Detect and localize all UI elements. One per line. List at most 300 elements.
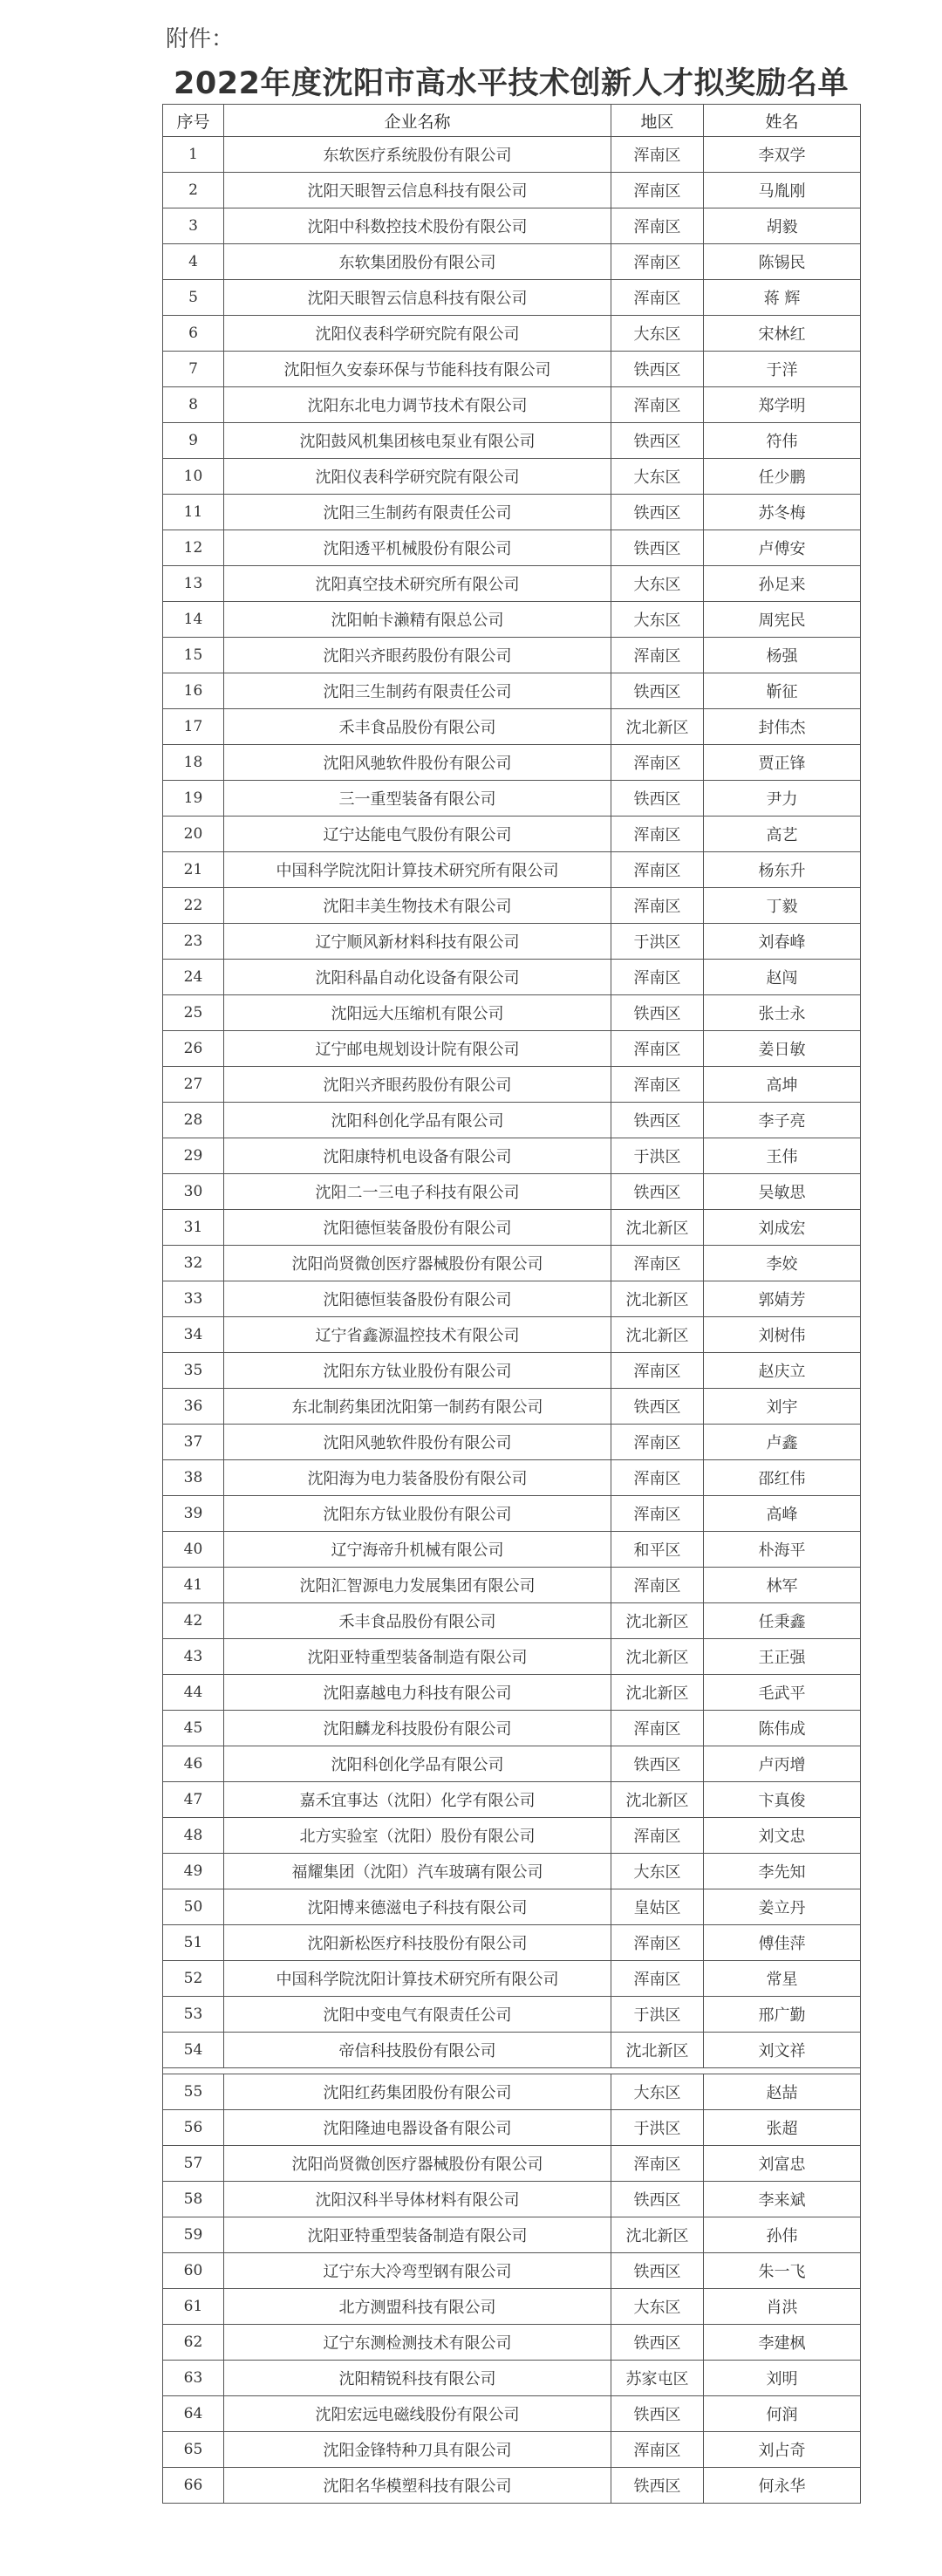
cell-district: 浑南区 [611,888,704,924]
cell-name: 孙伟 [704,2217,861,2253]
cell-company: 沈阳博来德滋电子科技有限公司 [224,1889,611,1925]
cell-name: 刘成宏 [704,1210,861,1246]
cell-no: 46 [163,1746,224,1782]
cell-district: 大东区 [611,602,704,638]
cell-no: 20 [163,817,224,852]
cell-name: 蒋 辉 [704,280,861,316]
cell-district: 沈北新区 [611,1210,704,1246]
cell-name: 任秉鑫 [704,1603,861,1639]
cell-name: 赵庆立 [704,1353,861,1389]
cell-name: 杨东升 [704,852,861,888]
cell-company: 沈阳德恒装备股份有限公司 [224,1281,611,1317]
cell-name: 刘文忠 [704,1818,861,1854]
cell-name: 刘宇 [704,1389,861,1425]
table-row [163,1281,861,1317]
cell-district: 浑南区 [611,960,704,995]
table-row [163,566,861,602]
table-row [163,530,861,566]
cell-name: 刘明 [704,2361,861,2396]
table-row [163,709,861,745]
cell-company: 辽宁东测检测技术有限公司 [224,2325,611,2361]
cell-company: 沈阳天眼智云信息科技有限公司 [224,280,611,316]
table-row [163,1138,861,1174]
cell-company: 东软集团股份有限公司 [224,244,611,280]
table-row [163,2146,861,2182]
cell-company: 辽宁东大冷弯型钢有限公司 [224,2253,611,2289]
cell-no: 49 [163,1854,224,1889]
table-row [163,2253,861,2289]
cell-company: 北方实验室（沈阳）股份有限公司 [224,1818,611,1854]
cell-name: 赵喆 [704,2074,861,2110]
cell-company: 辽宁邮电规划设计院有限公司 [224,1031,611,1067]
cell-district: 铁西区 [611,1103,704,1138]
cell-district: 浑南区 [611,1818,704,1854]
cell-no: 5 [163,280,224,316]
table-row [163,1210,861,1246]
cell-company: 沈阳风驰软件股份有限公司 [224,745,611,781]
cell-company: 沈阳名华模塑科技有限公司 [224,2468,611,2504]
cell-company: 三一重型装备有限公司 [224,781,611,817]
cell-district: 浑南区 [611,638,704,673]
cell-no: 30 [163,1174,224,1210]
table-row [163,1603,861,1639]
cell-district: 浑南区 [611,852,704,888]
cell-name: 毛武平 [704,1675,861,1711]
cell-district: 浑南区 [611,1031,704,1067]
cell-district: 于洪区 [611,924,704,960]
cell-district: 沈北新区 [611,2217,704,2253]
cell-district: 沈北新区 [611,1317,704,1353]
cell-name: 刘富忠 [704,2146,861,2182]
cell-company: 沈阳东方钛业股份有限公司 [224,1496,611,1532]
cell-district: 浑南区 [611,817,704,852]
cell-no: 40 [163,1532,224,1568]
cell-company: 沈阳汇智源电力发展集团有限公司 [224,1568,611,1603]
cell-district: 沈北新区 [611,1281,704,1317]
cell-no: 27 [163,1067,224,1103]
table-row [163,2289,861,2325]
cell-no: 52 [163,1961,224,1997]
cell-no: 37 [163,1425,224,1460]
cell-district: 沈北新区 [611,1603,704,1639]
cell-name: 傅佳萍 [704,1925,861,1961]
cell-name: 李先知 [704,1854,861,1889]
cell-district: 皇姑区 [611,1889,704,1925]
cell-company: 沈阳帕卡濑精有限总公司 [224,602,611,638]
cell-district: 沈北新区 [611,1782,704,1818]
cell-no: 14 [163,602,224,638]
cell-name: 刘树伟 [704,1317,861,1353]
table-row [163,817,861,852]
table-row [163,387,861,423]
cell-no: 66 [163,2468,224,2504]
table-row [163,2217,861,2253]
cell-no: 16 [163,673,224,709]
cell-no: 17 [163,709,224,745]
cell-name: 卢丙增 [704,1746,861,1782]
cell-name: 李姣 [704,1246,861,1281]
cell-name: 郭婧芳 [704,1281,861,1317]
cell-name: 刘春峰 [704,924,861,960]
table-row [163,1353,861,1389]
cell-district: 浑南区 [611,1460,704,1496]
cell-district: 铁西区 [611,2325,704,2361]
header-no: 序号 [163,105,224,137]
table-row [163,2432,861,2468]
cell-name: 何润 [704,2396,861,2432]
table-row [163,1246,861,1281]
table-row [163,1925,861,1961]
table-row [163,244,861,280]
cell-company: 沈阳金锋特种刀具有限公司 [224,2432,611,2468]
cell-district: 沈北新区 [611,709,704,745]
cell-district: 浑南区 [611,1496,704,1532]
cell-name: 张士永 [704,995,861,1031]
cell-district: 浑南区 [611,1067,704,1103]
cell-name: 吴敏思 [704,1174,861,1210]
cell-district: 浑南区 [611,280,704,316]
header-name: 姓名 [704,105,861,137]
cell-no: 18 [163,745,224,781]
table-row [163,280,861,316]
cell-name: 王伟 [704,1138,861,1174]
cell-district: 浑南区 [611,1568,704,1603]
cell-district: 浑南区 [611,1925,704,1961]
cell-no: 41 [163,1568,224,1603]
cell-no: 23 [163,924,224,960]
cell-district: 大东区 [611,459,704,495]
cell-company: 辽宁海帝升机械有限公司 [224,1532,611,1568]
cell-no: 11 [163,495,224,530]
page-break-gap [163,2068,861,2074]
cell-company: 东北制药集团沈阳第一制药有限公司 [224,1389,611,1425]
cell-company: 沈阳康特机电设备有限公司 [224,1138,611,1174]
cell-district: 铁西区 [611,995,704,1031]
cell-company: 沈阳精锐科技有限公司 [224,2361,611,2396]
cell-no: 21 [163,852,224,888]
cell-no: 25 [163,995,224,1031]
cell-district: 铁西区 [611,1389,704,1425]
cell-name: 肖洪 [704,2289,861,2325]
cell-no: 61 [163,2289,224,2325]
cell-district: 浑南区 [611,745,704,781]
cell-name: 胡毅 [704,208,861,244]
cell-name: 孙足来 [704,566,861,602]
cell-name: 贾正锋 [704,745,861,781]
table-row [163,316,861,352]
cell-no: 62 [163,2325,224,2361]
cell-company: 沈阳东方钛业股份有限公司 [224,1353,611,1389]
cell-company: 沈阳中科数控技术股份有限公司 [224,208,611,244]
cell-no: 10 [163,459,224,495]
cell-no: 51 [163,1925,224,1961]
cell-no: 3 [163,208,224,244]
table-body [163,137,861,2504]
cell-district: 铁西区 [611,2468,704,2504]
cell-name: 高坤 [704,1067,861,1103]
cell-district: 浑南区 [611,1353,704,1389]
cell-no: 28 [163,1103,224,1138]
cell-company: 沈阳三生制药有限责任公司 [224,495,611,530]
cell-company: 沈阳宏远电磁线股份有限公司 [224,2396,611,2432]
cell-company: 沈阳丰美生物技术有限公司 [224,888,611,924]
cell-no: 6 [163,316,224,352]
cell-district: 浑南区 [611,173,704,208]
cell-no: 35 [163,1353,224,1389]
cell-company: 东软医疗系统股份有限公司 [224,137,611,173]
cell-company: 沈阳鼓风机集团核电泵业有限公司 [224,423,611,459]
cell-district: 浑南区 [611,2432,704,2468]
header-company: 企业名称 [224,105,611,137]
cell-district: 大东区 [611,1854,704,1889]
cell-district: 浑南区 [611,1711,704,1746]
cell-company: 沈阳中变电气有限责任公司 [224,1997,611,2033]
table-row [163,638,861,673]
cell-no: 63 [163,2361,224,2396]
cell-district: 铁西区 [611,781,704,817]
cell-company: 沈阳科创化学品有限公司 [224,1103,611,1138]
table-row [163,1496,861,1532]
table-row [163,1317,861,1353]
table-row [163,602,861,638]
cell-company: 中国科学院沈阳计算技术研究所有限公司 [224,1961,611,1997]
cell-company: 沈阳透平机械股份有限公司 [224,530,611,566]
cell-no: 13 [163,566,224,602]
cell-district: 大东区 [611,316,704,352]
cell-district: 于洪区 [611,1138,704,1174]
cell-district: 铁西区 [611,530,704,566]
table-row [163,495,861,530]
cell-no: 2 [163,173,224,208]
cell-company: 沈阳红药集团股份有限公司 [224,2074,611,2110]
cell-district: 铁西区 [611,352,704,387]
cell-company: 沈阳天眼智云信息科技有限公司 [224,173,611,208]
cell-company: 沈阳隆迪电器设备有限公司 [224,2110,611,2146]
table-row [163,1782,861,1818]
cell-no: 65 [163,2432,224,2468]
cell-no: 32 [163,1246,224,1281]
cell-district: 苏家屯区 [611,2361,704,2396]
cell-name: 陈锡民 [704,244,861,280]
cell-no: 34 [163,1317,224,1353]
cell-company: 沈阳尚贤微创医疗器械股份有限公司 [224,2146,611,2182]
cell-no: 1 [163,137,224,173]
cell-name: 宋林红 [704,316,861,352]
cell-district: 铁西区 [611,2253,704,2289]
cell-name: 姜立丹 [704,1889,861,1925]
cell-no: 44 [163,1675,224,1711]
table-row [163,1031,861,1067]
cell-name: 封伟杰 [704,709,861,745]
cell-no: 43 [163,1639,224,1675]
cell-company: 沈阳海为电力装备股份有限公司 [224,1460,611,1496]
cell-district: 铁西区 [611,1174,704,1210]
cell-company: 沈阳麟龙科技股份有限公司 [224,1711,611,1746]
cell-name: 邢广勤 [704,1997,861,2033]
cell-company: 沈阳恒久安泰环保与节能科技有限公司 [224,352,611,387]
cell-company: 中国科学院沈阳计算技术研究所有限公司 [224,852,611,888]
cell-name: 高艺 [704,817,861,852]
cell-district: 和平区 [611,1532,704,1568]
table-row [163,1746,861,1782]
cell-district: 浑南区 [611,208,704,244]
table-row [163,2033,861,2068]
page-break-cell [163,2068,861,2074]
cell-name: 丁毅 [704,888,861,924]
table-row [163,1425,861,1460]
cell-district: 浑南区 [611,2146,704,2182]
cell-name: 陈伟成 [704,1711,861,1746]
cell-company: 帝信科技股份有限公司 [224,2033,611,2068]
table-row [163,1997,861,2033]
cell-company: 沈阳远大压缩机有限公司 [224,995,611,1031]
cell-no: 60 [163,2253,224,2289]
cell-district: 铁西区 [611,2396,704,2432]
cell-name: 张超 [704,2110,861,2146]
table-row [163,995,861,1031]
cell-district: 浑南区 [611,387,704,423]
cell-district: 浑南区 [611,1961,704,1997]
cell-company: 沈阳嘉越电力科技有限公司 [224,1675,611,1711]
cell-name: 杨强 [704,638,861,673]
cell-district: 铁西区 [611,495,704,530]
cell-name: 朱一飞 [704,2253,861,2289]
cell-no: 50 [163,1889,224,1925]
table-row [163,1854,861,1889]
table-row [163,1639,861,1675]
award-list-table [162,104,861,2504]
table-row [163,2468,861,2504]
table-row [163,1568,861,1603]
cell-no: 19 [163,781,224,817]
cell-no: 54 [163,2033,224,2068]
cell-name: 王正强 [704,1639,861,1675]
cell-company: 沈阳兴齐眼药股份有限公司 [224,638,611,673]
cell-district: 于洪区 [611,1997,704,2033]
cell-company: 辽宁达能电气股份有限公司 [224,817,611,852]
cell-no: 48 [163,1818,224,1854]
cell-no: 31 [163,1210,224,1246]
table-row [163,745,861,781]
cell-no: 7 [163,352,224,387]
table-row [163,1818,861,1854]
cell-name: 李双学 [704,137,861,173]
cell-company: 北方测盟科技有限公司 [224,2289,611,2325]
cell-district: 浑南区 [611,244,704,280]
cell-district: 沈北新区 [611,2033,704,2068]
cell-no: 36 [163,1389,224,1425]
cell-district: 浑南区 [611,1425,704,1460]
cell-company: 沈阳科创化学品有限公司 [224,1746,611,1782]
cell-name: 尹力 [704,781,861,817]
table-row [163,2074,861,2110]
cell-no: 59 [163,2217,224,2253]
cell-name: 高峰 [704,1496,861,1532]
cell-district: 铁西区 [611,1746,704,1782]
table-row [163,208,861,244]
cell-name: 刘文祥 [704,2033,861,2068]
cell-company: 沈阳仪表科学研究院有限公司 [224,316,611,352]
cell-name: 郑学明 [704,387,861,423]
table-row [163,1460,861,1496]
table-row [163,459,861,495]
cell-name: 于洋 [704,352,861,387]
cell-name: 卢傅安 [704,530,861,566]
cell-name: 李来斌 [704,2182,861,2217]
table-row [163,960,861,995]
cell-name: 卢鑫 [704,1425,861,1460]
cell-name: 李建枫 [704,2325,861,2361]
cell-no: 58 [163,2182,224,2217]
cell-company: 沈阳东北电力调节技术有限公司 [224,387,611,423]
table-row [163,2361,861,2396]
cell-no: 29 [163,1138,224,1174]
cell-no: 39 [163,1496,224,1532]
cell-no: 64 [163,2396,224,2432]
cell-company: 沈阳二一三电子科技有限公司 [224,1174,611,1210]
cell-company: 沈阳尚贤微创医疗器械股份有限公司 [224,1246,611,1281]
cell-no: 9 [163,423,224,459]
table-row [163,1389,861,1425]
table-row [163,1889,861,1925]
cell-name: 何永华 [704,2468,861,2504]
cell-district: 大东区 [611,566,704,602]
cell-name: 靳征 [704,673,861,709]
cell-name: 任少鹏 [704,459,861,495]
header-district: 地区 [611,105,704,137]
table-row [163,2182,861,2217]
cell-district: 铁西区 [611,423,704,459]
cell-district: 铁西区 [611,2182,704,2217]
cell-name: 卞真俊 [704,1782,861,1818]
cell-no: 47 [163,1782,224,1818]
cell-district: 沈北新区 [611,1639,704,1675]
cell-company: 沈阳亚特重型装备制造有限公司 [224,1639,611,1675]
table-row [163,1961,861,1997]
cell-company: 沈阳新松医疗科技股份有限公司 [224,1925,611,1961]
cell-company: 嘉禾宜事达（沈阳）化学有限公司 [224,1782,611,1818]
cell-no: 22 [163,888,224,924]
table-row [163,1711,861,1746]
table-row [163,673,861,709]
table-row [163,2110,861,2146]
cell-name: 马胤刚 [704,173,861,208]
table-row [163,781,861,817]
table-row [163,137,861,173]
cell-no: 8 [163,387,224,423]
table-row [163,888,861,924]
cell-district: 大东区 [611,2289,704,2325]
cell-company: 沈阳德恒装备股份有限公司 [224,1210,611,1246]
cell-district: 沈北新区 [611,1675,704,1711]
cell-company: 辽宁省鑫源温控技术有限公司 [224,1317,611,1353]
table-row [163,2396,861,2432]
cell-district: 浑南区 [611,1246,704,1281]
cell-name: 刘占奇 [704,2432,861,2468]
cell-no: 15 [163,638,224,673]
cell-no: 24 [163,960,224,995]
cell-company: 福耀集团（沈阳）汽车玻璃有限公司 [224,1854,611,1889]
cell-company: 沈阳兴齐眼药股份有限公司 [224,1067,611,1103]
cell-name: 朴海平 [704,1532,861,1568]
cell-name: 常星 [704,1961,861,1997]
table-row [163,1067,861,1103]
cell-name: 林军 [704,1568,861,1603]
cell-company: 沈阳科晶自动化设备有限公司 [224,960,611,995]
cell-district: 大东区 [611,2074,704,2110]
table-row [163,1174,861,1210]
table-row [163,1532,861,1568]
